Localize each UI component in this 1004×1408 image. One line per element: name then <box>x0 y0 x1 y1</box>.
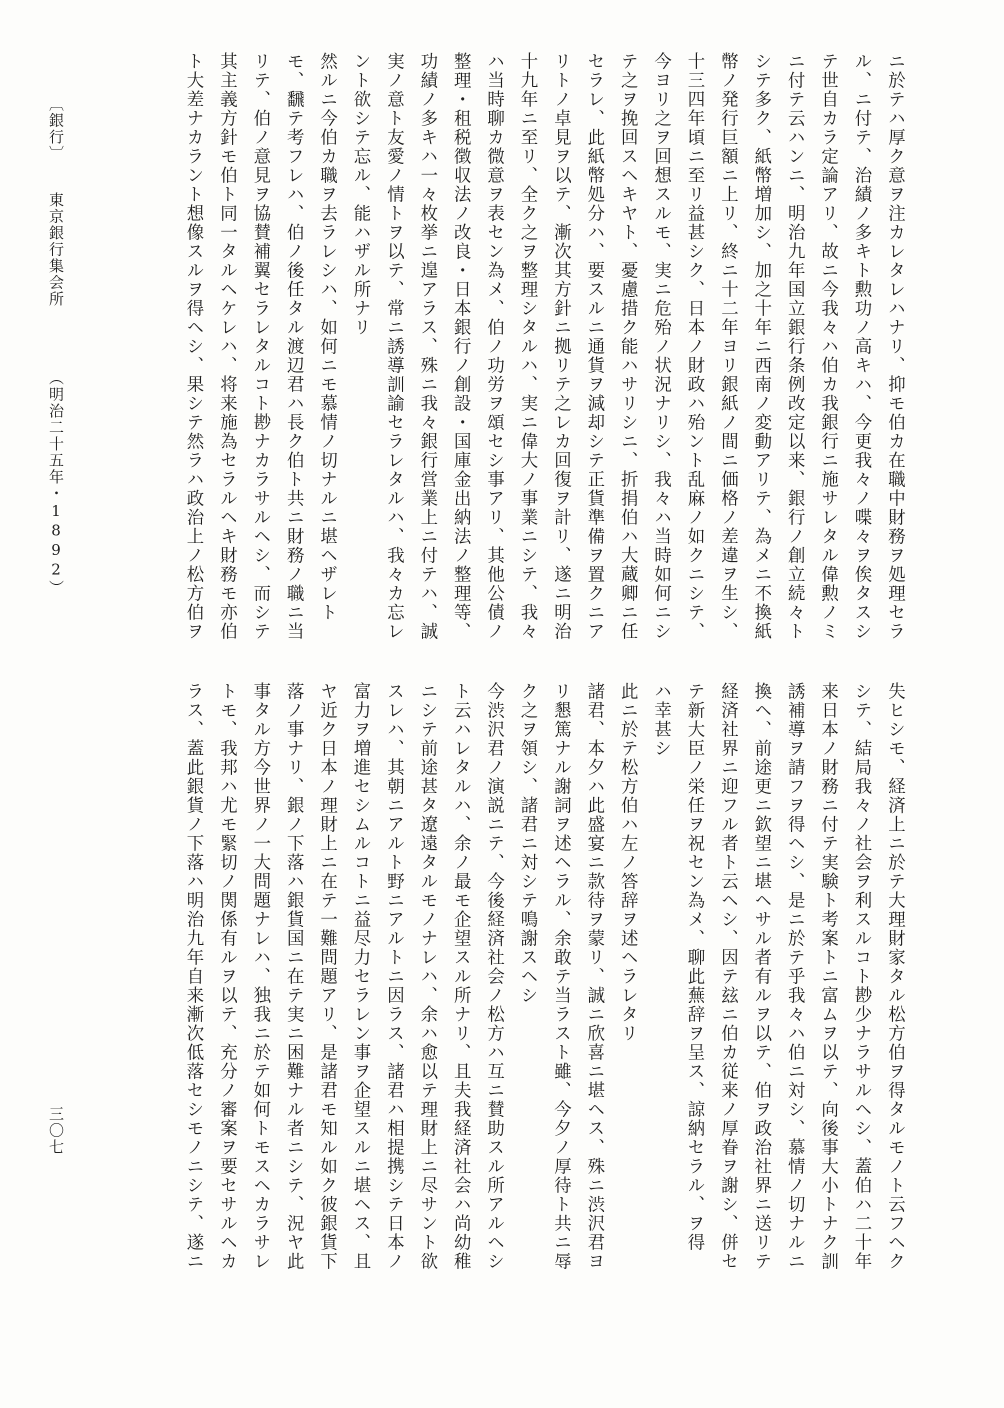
upper-text-line: ニ付テ云ハンニ、明治九年国立銀行条例改定以来、銀行ノ創立続々ト <box>784 52 805 641</box>
lower-text-line: テ新大臣ノ栄任ヲ祝セン為メ、聊此蕪辞ヲ呈ス、諒納セラル、ヲ得 <box>684 682 704 1252</box>
upper-text-line: テ世自カラ定論アリ、故ニ今我々ハ伯カ我銀行ニ施サレタル偉勲ノミ <box>817 52 838 641</box>
lower-text-line: トモ、我邦ハ尤モ緊切ノ関係有ルヲ以テ、充分ノ審案ヲ要セサルヘカ <box>216 682 237 1271</box>
upper-text-line: 今ヨリ之ヲ回想スルモ、実ニ危殆ノ状況ナリシ、我々ハ当時如何ニシ <box>650 52 671 641</box>
lower-text-line: 今渋沢君ノ演説ニテ、今後経済社会ノ松方ハ互ニ賛助スル所アルヘシ <box>483 682 504 1271</box>
lower-text-line: 経済社界ニ迎フル者ト云ヘシ、因テ玆ニ伯カ従来ノ厚眷ヲ謝シ、併セ <box>717 682 738 1271</box>
upper-text-line: ト大差ナカラント想像スルヲ得ヘシ、果シテ然ラハ政治上ノ松方伯ヲ <box>183 52 203 641</box>
lower-text-line: ヤ近ク日本ノ理財上ニ在テ一難問題アリ、是諸君モ知ル如ク彼銀貨下 <box>316 682 337 1271</box>
upper-text-line: 十三四年頃ニ至リ益甚シク、日本ノ財政ハ殆ント乱麻ノ如クニシテ、 <box>684 52 704 641</box>
upper-text-line: 十九年ニ至リ、全ク之ヲ整理シタルハ、実ニ偉大ノ事業ニシテ、我々 <box>517 52 537 641</box>
lower-text-line: リ懇篤ナル謝詞ヲ述ヘラル、余敢テ当ラスト雖、今夕ノ厚待ト共ニ辱 <box>550 682 571 1271</box>
lower-text-line: 事タル方今世界ノ一大問題ナレハ、独我ニ於テ如何トモスヘカラサレ <box>249 682 270 1271</box>
lower-text-line: 落ノ事ナリ、銀ノ下落ハ銀貨国ニ在テ実ニ困難ナル者ニシテ、況ヤ此 <box>283 682 304 1271</box>
upper-text-line: ニ於テハ厚ク意ヲ注カレタレハナリ、抑モ伯カ在職中財務ヲ処理セラ <box>884 52 905 641</box>
upper-text-line: 整理・租税徴収法ノ改良・日本銀行ノ創設・国庫金出納法ノ整理等、 <box>450 52 471 641</box>
upper-text-line: 功績ノ多キハ一々枚挙ニ遑アラス、殊ニ我々銀行営業上ニ付テハ、誠 <box>416 52 437 641</box>
lower-text-line: 誘補導ヲ請フヲ得ヘシ、是ニ於テ乎我々ハ伯ニ対シ、慕情ノ切ナルニ <box>784 682 805 1271</box>
upper-text-line: 然ルニ今伯カ職ヲ去ラレシハ、如何ニモ慕情ノ切ナルニ堪ヘザレト <box>316 52 337 622</box>
upper-text-line: モ、飜テ考フレハ、伯ノ後任タル渡辺君ハ長ク伯ト共ニ財務ノ職ニ当 <box>283 52 304 641</box>
lower-text-line: シテ、結局我々ノ社会ヲ利スルコト尠少ナラサルヘシ、蓋伯ハ二十年 <box>851 682 871 1271</box>
lower-text-line: 換ヘ、前途更ニ欽望ニ堪ヘサル者有ルヲ以テ、伯ヲ政治社界ニ送リテ <box>750 682 771 1271</box>
lower-text-line: 諸君、本夕ハ此盛宴ニ款待ヲ蒙リ、誠ニ欣喜ニ堪ヘス、殊ニ渋沢君ヨ <box>583 682 604 1271</box>
section-label: 〔銀行〕 <box>47 96 65 162</box>
lower-text-line: ラス、蓋此銀貨ノ下落ハ明治九年自来漸次低落セシモノニシテ、遂ニ <box>183 682 203 1271</box>
upper-text-line: ント欲シテ忘ル、能ハザル所ナリ <box>350 52 370 337</box>
lower-text-line: 此ニ於テ松方伯ハ左ノ答辞ヲ述ヘラレタリ <box>617 682 638 1043</box>
upper-text-line: シテ多ク、紙幣増加シ、加之十年ニ西南ノ変動アリテ、為メニ不換紙 <box>750 52 771 641</box>
date-label: （明治二十五年・1892） <box>47 370 65 597</box>
upper-text-line: リトノ卓見ヲ以テ、漸次其方針ニ拠リテ之レカ回復ヲ計リ、遂ニ明治 <box>550 52 571 641</box>
organization-label: 東京銀行集会所 <box>47 192 65 308</box>
upper-text-line: ル、ニ付テ、治績ノ多キト勲功ノ高キハ、今更我々ノ喋々ヲ俟タスシ <box>851 52 871 641</box>
upper-text-line: リテ、伯ノ意見ヲ協賛補翼セラレタルコト尠ナカラサルヘシ、而シテ <box>249 52 270 641</box>
page-number: 三〇七 <box>47 1106 65 1156</box>
lower-text-line: ク之ヲ領シ、諸君ニ対シテ鳴謝スヘシ <box>517 682 537 1005</box>
lower-text-line: ハ幸甚シ <box>650 682 671 758</box>
lower-text-line: スレハ、其朝ニアルト野ニアルトニ因ラス、諸君ハ相提携シテ日本ノ <box>383 682 404 1271</box>
upper-text-line: セラレ、此紙幣処分ハ、要スルニ通貨ヲ減却シテ正貨準備ヲ置クニア <box>583 52 604 641</box>
lower-text-line: 富力ヲ増進セシムルコトニ益尽力セラレン事ヲ企望スルニ堪ヘス、且 <box>350 682 370 1271</box>
upper-text-line: 其主義方針モ伯ト同一タルヘケレハ、将来施為セラルヘキ財務モ亦伯 <box>216 52 237 641</box>
lower-text-line: ト云ハレタルハ、余ノ最モ企望スル所ナリ、且夫我経済社会ハ尚幼稚 <box>450 682 471 1271</box>
upper-text-line: 実ノ意ト友愛ノ情トヲ以テ、常ニ誘導訓諭セラレタルハ、我々カ忘レ <box>383 52 404 641</box>
lower-text-line: 失ヒシモ、経済上ニ於テ大理財家タル松方伯ヲ得タルモノト云フヘク <box>884 682 905 1271</box>
lower-text-line: 来日本ノ財務ニ付テ実験ト考案トニ富ムヲ以テ、向後事大小トナク訓 <box>817 682 838 1271</box>
lower-text-line: ニシテ前途甚タ遼遠タルモノナレハ、余ハ愈以テ理財上ニ尽サント欲 <box>416 682 437 1271</box>
upper-text-line: テ之ヲ挽回スヘキヤト、憂慮措ク能ハサリシニ、折捐伯ハ大蔵卿ニ任 <box>617 52 638 641</box>
upper-text-line: ハ当時聊カ微意ヲ表セン為メ、伯ノ功労ヲ頌セシ事アリ、其他公債ノ <box>483 52 504 641</box>
upper-text-line: 幣ノ発行巨額ニ上リ、終ニ十二年ヨリ銀紙ノ間ニ価格ノ差違ヲ生シ、 <box>717 52 738 641</box>
